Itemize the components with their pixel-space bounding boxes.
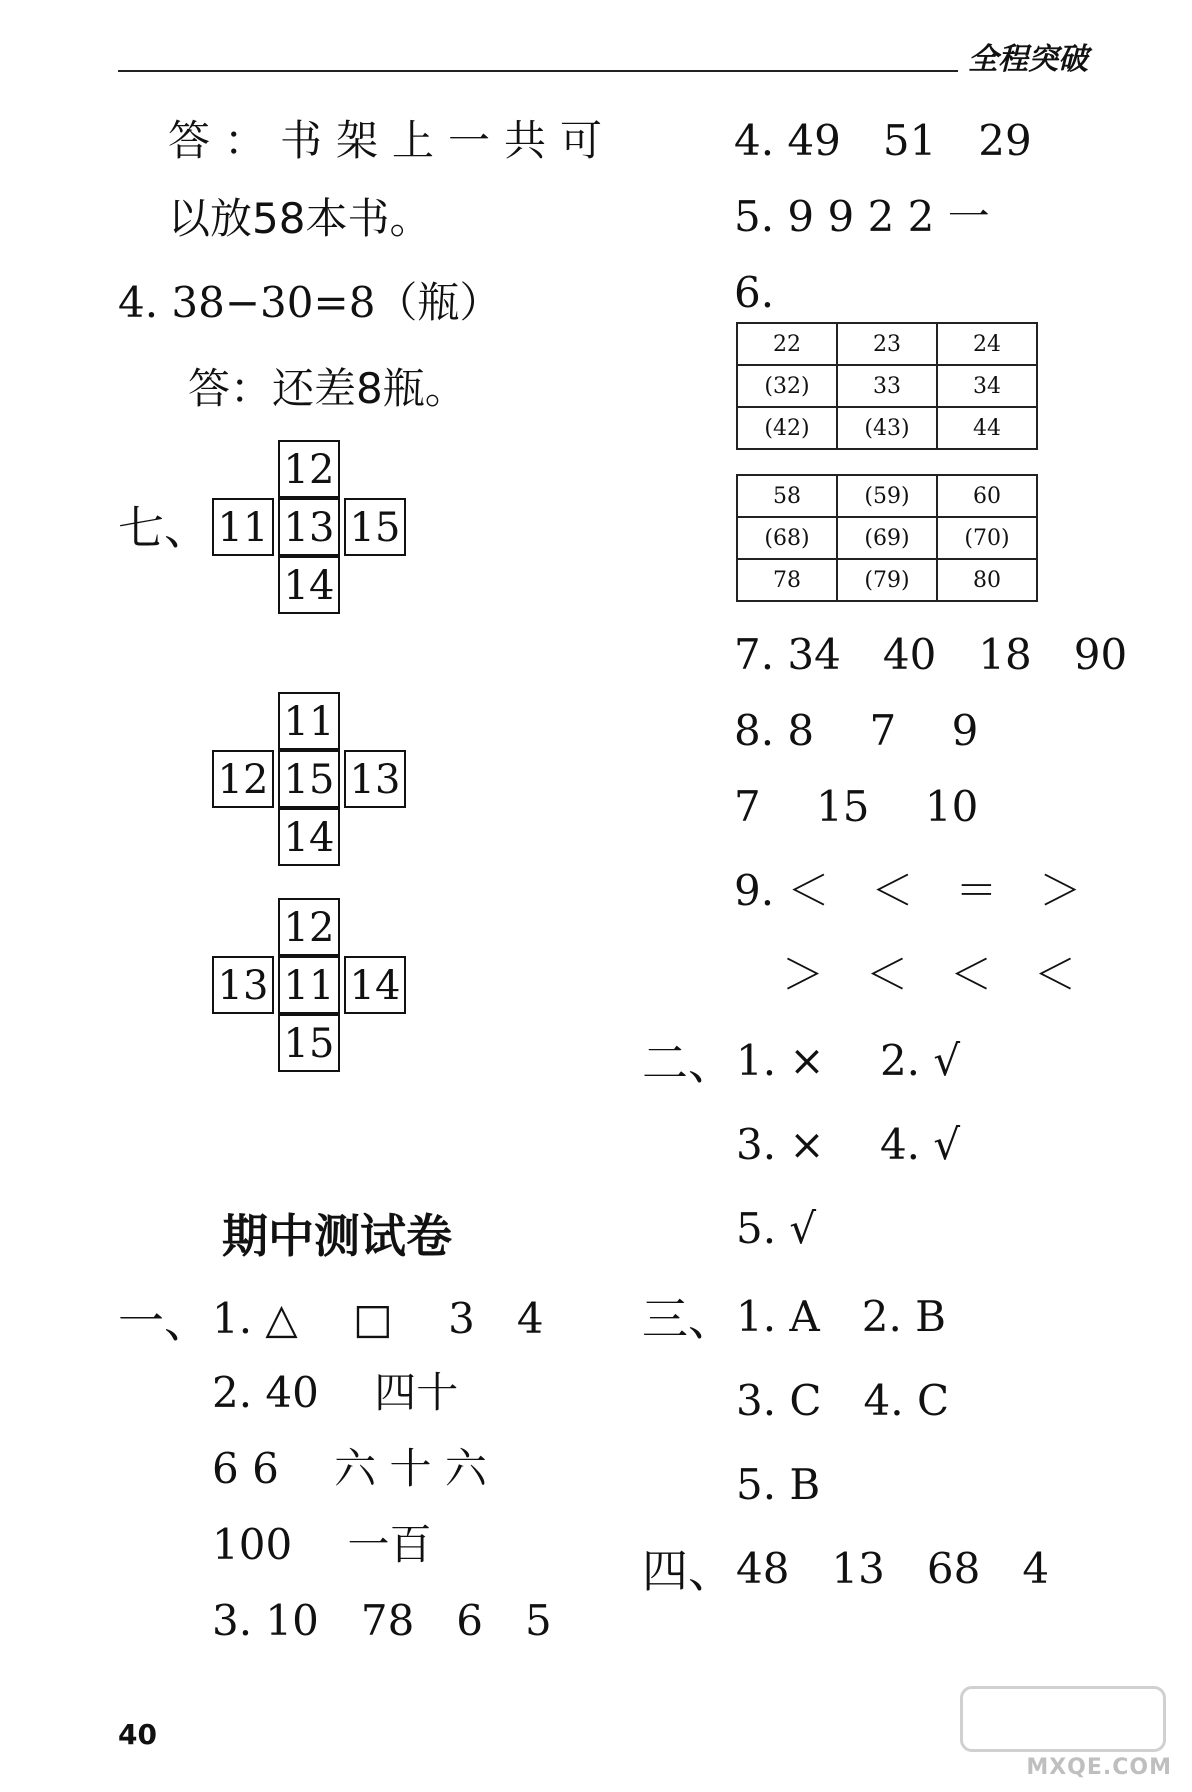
watermark-text: MXQE.COM bbox=[1026, 1755, 1172, 1780]
page-number: 40 bbox=[118, 1718, 157, 1751]
cross3-bottom: 15 bbox=[278, 1014, 340, 1072]
table-cell: (32) bbox=[737, 365, 837, 407]
cross1-top: 12 bbox=[278, 440, 340, 498]
table-cell: 80 bbox=[937, 559, 1037, 601]
table-cell: 22 bbox=[737, 323, 837, 365]
cross2-left: 12 bbox=[212, 750, 274, 808]
table-cell: 58 bbox=[737, 475, 837, 517]
answer-books-line2: 以放58本书。 bbox=[168, 194, 432, 243]
s3-line2: 3. C 4. C bbox=[736, 1376, 950, 1425]
q4-equation: 4. 38−30=8（瓶） bbox=[118, 278, 502, 327]
table-cell: 34 bbox=[937, 365, 1037, 407]
table-cell: 23 bbox=[837, 323, 937, 365]
table-cell: (68) bbox=[737, 517, 837, 559]
cross2-bottom: 14 bbox=[278, 808, 340, 866]
table-cell: (59) bbox=[837, 475, 937, 517]
section4-label: 四、 bbox=[642, 1544, 734, 1598]
table-cell: (79) bbox=[837, 559, 937, 601]
s3-line1: 1. A 2. B bbox=[736, 1292, 947, 1341]
hundred-chart-table-2 bbox=[736, 474, 1038, 602]
s4-line1: 48 13 68 4 bbox=[736, 1544, 1050, 1593]
r-q9: 9. ＜ ＜ ＝ ＞ bbox=[734, 866, 1082, 915]
s1-q1: 1. △ □ 3 4 bbox=[212, 1294, 544, 1343]
midterm-heading: 期中测试卷 bbox=[222, 1209, 452, 1263]
table-cell: 60 bbox=[937, 475, 1037, 517]
cross1-right: 15 bbox=[344, 498, 406, 556]
table-cell: (42) bbox=[737, 407, 837, 449]
table-cell: (69) bbox=[837, 517, 937, 559]
s1-q3: 3. 10 78 6 5 bbox=[212, 1596, 552, 1645]
watermark-logo bbox=[960, 1686, 1166, 1752]
section2-label: 二、 bbox=[642, 1036, 734, 1090]
table-cell: (70) bbox=[937, 517, 1037, 559]
table-cell: 24 bbox=[937, 323, 1037, 365]
cross3-center: 11 bbox=[278, 956, 340, 1014]
r-q9b: ＞ ＜ ＜ ＜ bbox=[782, 950, 1077, 999]
s1-q2b: 6 6 六 十 六 bbox=[212, 1444, 487, 1493]
cross2-center: 15 bbox=[278, 750, 340, 808]
table-cell: 33 bbox=[837, 365, 937, 407]
header-title: 全程突破 bbox=[968, 42, 1088, 77]
cross3-left: 13 bbox=[212, 956, 274, 1014]
s2-line1: 1. × 2. √ bbox=[736, 1036, 961, 1085]
cross3-top: 12 bbox=[278, 898, 340, 956]
cross1-bottom: 14 bbox=[278, 556, 340, 614]
q7-label: 七、 bbox=[118, 501, 210, 555]
s1-q2: 2. 40 四十 bbox=[212, 1368, 459, 1417]
header-rule bbox=[118, 70, 958, 72]
q4-answer: 答：还差8瓶。 bbox=[188, 364, 467, 413]
s3-line3: 5. B bbox=[736, 1460, 821, 1509]
table-cell: 44 bbox=[937, 407, 1037, 449]
hundred-chart-table-1 bbox=[736, 322, 1038, 450]
cross2-top: 11 bbox=[278, 692, 340, 750]
section3-label: 三、 bbox=[642, 1292, 734, 1346]
table-cell: 78 bbox=[737, 559, 837, 601]
r-q8b: 7 15 10 bbox=[734, 782, 979, 831]
cross1-left: 11 bbox=[212, 498, 274, 556]
r-q8: 8. 8 7 9 bbox=[734, 706, 979, 755]
cross1-center: 13 bbox=[278, 498, 340, 556]
table-cell: (43) bbox=[837, 407, 937, 449]
cross2-right: 13 bbox=[344, 750, 406, 808]
answer-books-line1: 答：书架上一共可 bbox=[168, 116, 617, 165]
r-q5: 5. 9 9 2 2 一 bbox=[734, 192, 990, 241]
s2-line2: 3. × 4. √ bbox=[736, 1120, 961, 1169]
cross3-right: 14 bbox=[344, 956, 406, 1014]
s2-line3: 5. √ bbox=[736, 1204, 817, 1253]
section1-label: 一、 bbox=[118, 1294, 210, 1348]
r-q6-label: 6. bbox=[734, 268, 775, 317]
r-q4: 4. 49 51 29 bbox=[734, 116, 1032, 165]
r-q7: 7. 34 40 18 90 bbox=[734, 630, 1128, 679]
s1-q2c: 100 一百 bbox=[212, 1520, 432, 1569]
